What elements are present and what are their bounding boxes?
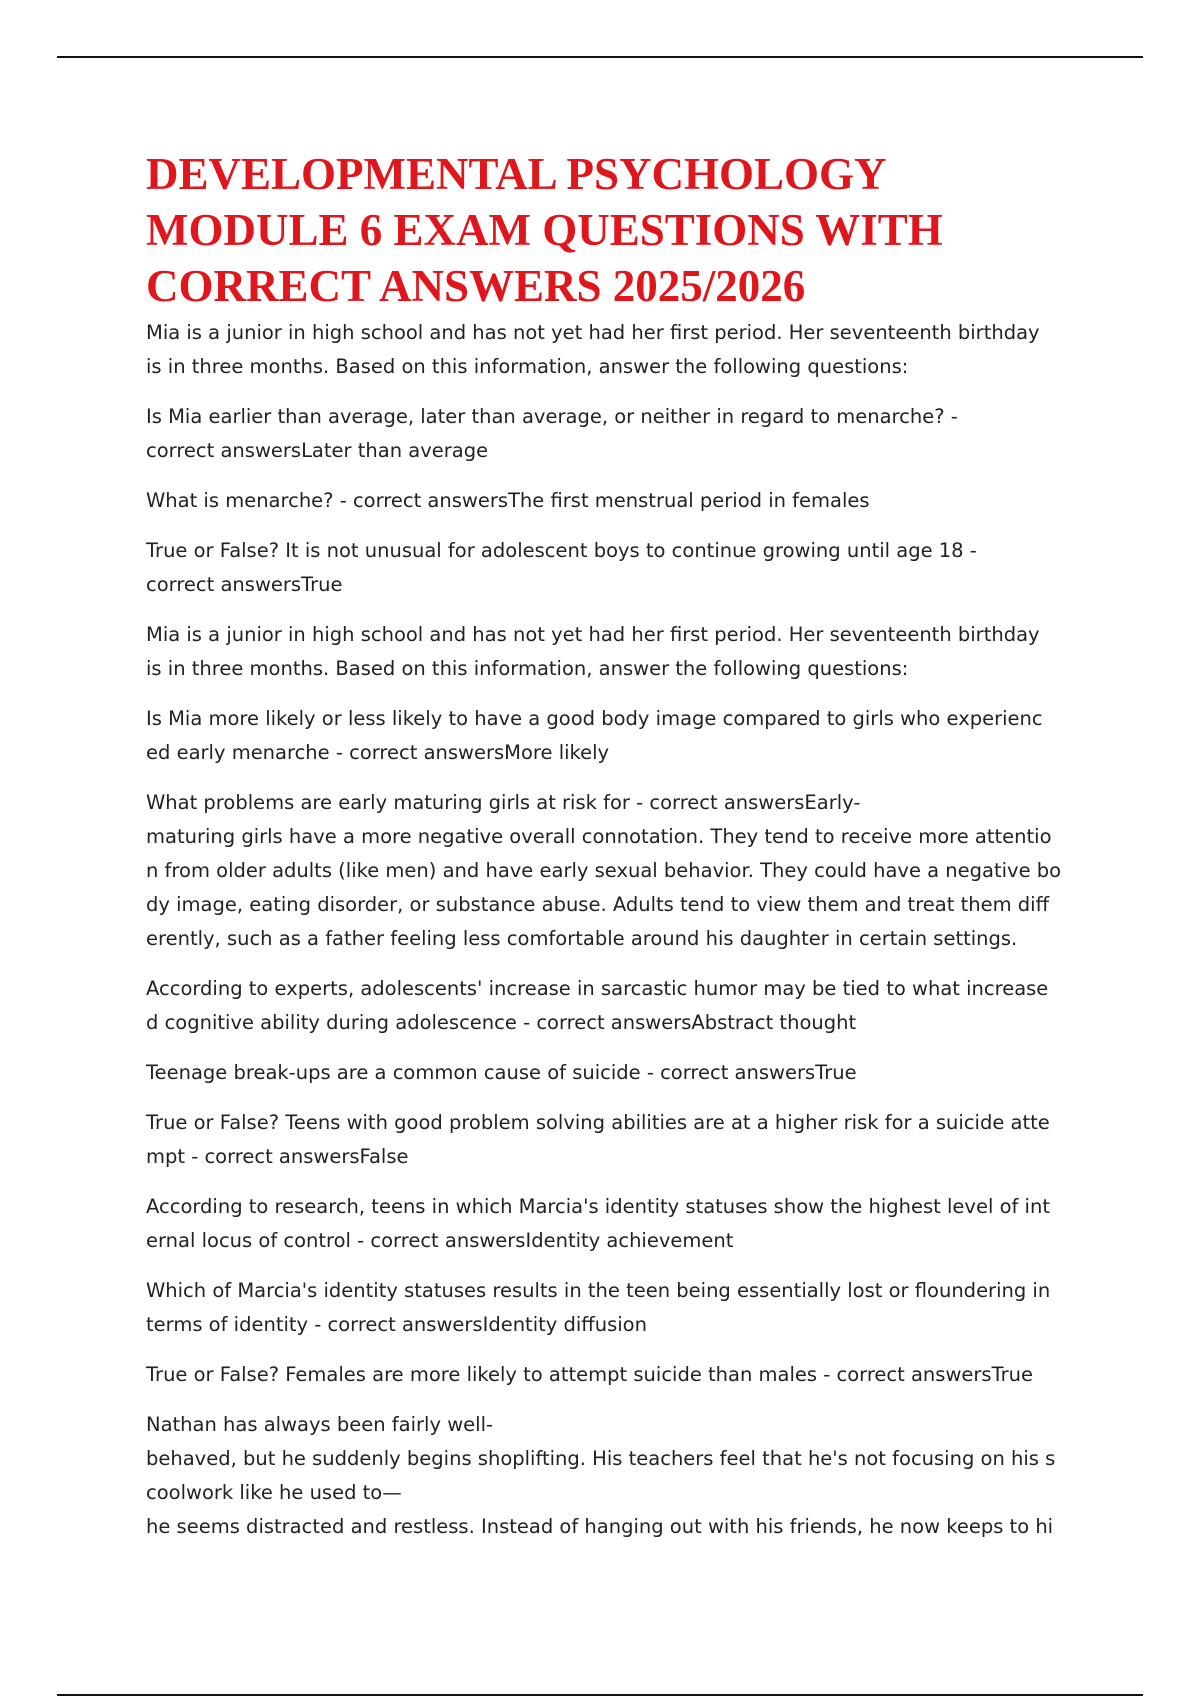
top-rule xyxy=(57,56,1143,58)
paragraph-2: Is Mia earlier than average, later than average, or neither in regard to menarche? - correct answersLater than average xyxy=(146,405,958,462)
document-body xyxy=(146,146,1066,1560)
paragraph-12: Which of Marcia's identity statuses results in the teen being essentially lost or floundering in terms of identity - correct answersIdentity diffusion xyxy=(146,1279,1051,1336)
paragraph-5: Mia is a junior in high school and has not yet had her first period. Her seventeenth birthday is in three months. Based on this information, answer the following questions: xyxy=(146,623,1040,680)
paragraph-4: True or False? It is not unusual for adolescent boys to continue growing until age 18 - correct answersTrue xyxy=(146,539,977,596)
title-line-3: CORRECT ANSWERS 2025/2026 xyxy=(146,261,806,311)
paragraph-11: According to research, teens in which Marcia's identity statuses show the highest level of int ernal locus of control - correct answersIdentity achievement xyxy=(146,1195,1050,1252)
paragraph-10: True or False? Teens with good problem solving abilities are at a higher risk for a suicide atte mpt - correct answersFalse xyxy=(146,1111,1050,1168)
paragraph-9: Teenage break-ups are a common cause of suicide - correct answersTrue xyxy=(146,1061,857,1084)
paragraph-7: What problems are early maturing girls at risk for - correct answersEarly- maturing girls have a more negative overall connotation. They tend to receive more attentio n from older adults (like men) and have early sexual behavior. They could have a negative bo dy image, eating disorder, or substance abuse. Adults tend to view them and treat them diff erently, such as a father feeling less comfortable around his daughter in certain settings. xyxy=(146,791,1062,950)
paragraph-8: According to experts, adolescents' increase in sarcastic humor may be tied to what increase d cognitive ability during adolescence - correct answersAbstract thought xyxy=(146,977,1049,1034)
paragraph-1: Mia is a junior in high school and has not yet had her first period. Her seventeenth birthday is in three months. Based on this information, answer the following questions: xyxy=(146,321,1040,378)
paragraph-6: Is Mia more likely or less likely to have a good body image compared to girls who experienc ed early menarche - correct answersMore likely xyxy=(146,707,1043,764)
paragraph-14: Nathan has always been fairly well- behaved, but he suddenly begins shoplifting. His teachers feel that he's not focusing on his s coolwork like he used to— he seems distracted and restless. Instead of hanging out with his friends, he now keeps to hi xyxy=(146,1413,1056,1538)
paragraph-13: True or False? Females are more likely to attempt suicide than males - correct answersTrue xyxy=(146,1363,1033,1386)
title-line-2: MODULE 6 EXAM QUESTIONS WITH xyxy=(146,205,943,255)
document-title xyxy=(146,146,1066,314)
paragraph-3: What is menarche? - correct answersThe first menstrual period in females xyxy=(146,489,870,512)
bottom-rule xyxy=(57,1694,1143,1696)
title-line-1: DEVELOPMENTAL PSYCHOLOGY xyxy=(146,149,887,199)
